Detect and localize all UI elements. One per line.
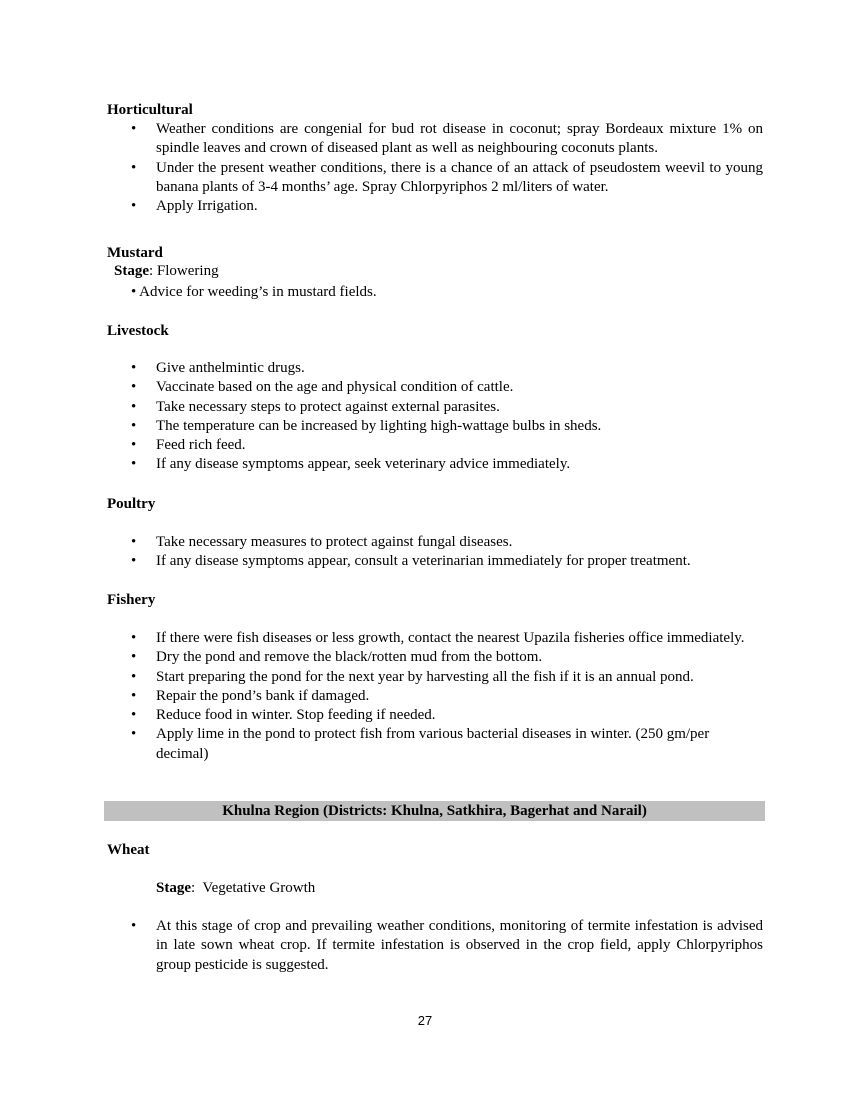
list-item: • Take necessary measures to protect against fungal diseases. [107, 533, 763, 552]
list-item: • If any disease symptoms appear, consult a veterinarian immediately for proper treatment. [107, 552, 763, 571]
mustard-stage-label: Stage [114, 263, 149, 279]
wheat-stage [156, 879, 315, 898]
list-item: • Weather conditions are congenial for bud rot disease in coconut; spray Bordeaux mixture 1% on spindle leaves and crown of diseased plant as well as neighbouring coconuts plants. [107, 120, 763, 159]
fishery-list [107, 629, 747, 764]
list-item: • Vaccinate based on the age and physical condition of cattle. [107, 378, 763, 397]
page-number: 27 [417, 1013, 433, 1028]
livestock-heading: Livestock [107, 323, 169, 339]
list-item: • If any disease symptoms appear, seek veterinary advice immediately. [107, 455, 763, 474]
list-item: • The temperature can be increased by lighting high-wattage bulbs in sheds. [107, 417, 763, 436]
livestock-list [107, 359, 763, 475]
list-item: • Feed rich feed. [107, 436, 763, 455]
horticultural-list [107, 120, 763, 216]
mustard-advice: • Advice for weeding’s in mustard fields. [131, 284, 377, 300]
mustard-stage-value: : Flowering [149, 263, 219, 279]
fishery-heading: Fishery [107, 592, 156, 608]
wheat-stage-label: Stage [156, 880, 191, 896]
poultry-heading: Poultry [107, 496, 156, 512]
list-item: • Repair the pond’s bank if damaged. [107, 687, 747, 706]
list-item: • Apply lime in the pond to protect fish from various bacterial diseases in winter. (250 gm/per decimal) [107, 725, 747, 764]
list-item: • Under the present weather conditions, there is a chance of an attack of pseudostem weevil to young banana plants of 3-4 months’ age. Spray Chlorpyriphos 2 ml/liters of water. [107, 159, 763, 198]
mustard-stage [114, 262, 219, 281]
wheat-list [107, 917, 763, 975]
region-header: Khulna Region (Districts: Khulna, Satkhira, Bagerhat and Narail) [104, 801, 765, 821]
list-item: • Give anthelmintic drugs. [107, 359, 763, 378]
list-item: • If there were fish diseases or less growth, contact the nearest Upazila fisheries office immediately. [107, 629, 747, 648]
list-item: • At this stage of crop and prevailing weather conditions, monitoring of termite infestation is advised in late sown wheat crop. If termite infestation is observed in the crop field, apply Chlorpyriphos group pesticide is suggested. [107, 917, 763, 975]
list-item: • Reduce food in winter. Stop feeding if needed. [107, 706, 747, 725]
list-item: • Take necessary steps to protect against external parasites. [107, 398, 763, 417]
horticultural-heading: Horticultural [107, 102, 193, 118]
wheat-heading: Wheat [107, 842, 150, 858]
list-item: • Apply Irrigation. [107, 197, 763, 216]
poultry-list [107, 533, 763, 572]
list-item: • Dry the pond and remove the black/rotten mud from the bottom. [107, 648, 747, 667]
wheat-stage-value: : Vegetative Growth [191, 880, 316, 896]
mustard-heading: Mustard [107, 245, 163, 261]
list-item: • Start preparing the pond for the next year by harvesting all the fish if it is an annual pond. [107, 668, 747, 687]
